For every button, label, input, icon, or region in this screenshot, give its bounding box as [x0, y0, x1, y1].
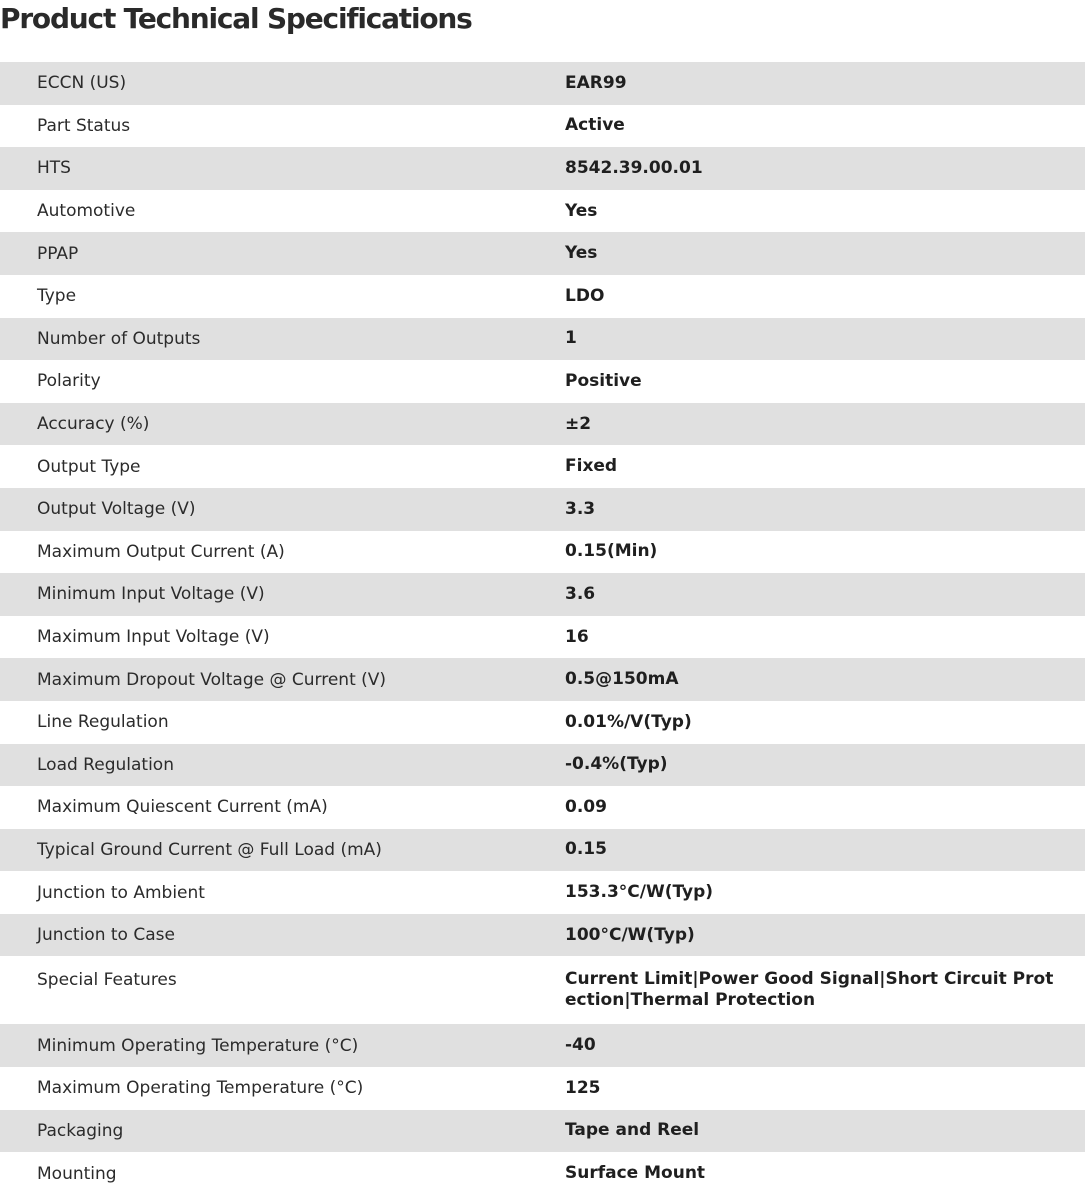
spec-label: Number of Outputs [37, 328, 201, 349]
spec-row-mounting [0, 1152, 1085, 1195]
spec-label: Junction to Ambient [37, 882, 205, 903]
spec-row-line-regulation [0, 701, 1085, 744]
spec-label: Minimum Input Voltage (V) [37, 584, 265, 605]
spec-label: PPAP [37, 243, 79, 264]
spec-value: 0.15(Min) [565, 541, 658, 562]
spec-label: Line Regulation [37, 712, 169, 733]
spec-row-automotive [0, 190, 1085, 233]
spec-label: Maximum Output Current (A) [37, 541, 285, 562]
spec-row-part-status [0, 105, 1085, 148]
spec-value: 125 [565, 1077, 601, 1098]
spec-label: Type [37, 286, 77, 307]
spec-row-junction-to-case [0, 914, 1085, 957]
spec-value: 100°C/W(Typ) [565, 924, 695, 945]
spec-label: Output Type [37, 456, 141, 477]
spec-label: Maximum Operating Temperature (°C) [37, 1078, 364, 1099]
spec-row-min-input-voltage [0, 573, 1085, 616]
spec-value: -40 [565, 1035, 596, 1056]
spec-value: Fixed [565, 456, 618, 477]
spec-row-type [0, 275, 1085, 318]
spec-row-max-input-voltage [0, 616, 1085, 659]
spec-value: Tape and Reel [565, 1120, 700, 1141]
spec-label: Typical Ground Current @ Full Load (mA) [37, 839, 382, 860]
spec-value: 3.3 [565, 498, 596, 519]
spec-value: 0.01%/V(Typ) [565, 711, 692, 732]
spec-label: HTS [37, 158, 71, 179]
spec-value: 1 [565, 328, 577, 349]
spec-row-polarity [0, 360, 1085, 403]
spec-label: Minimum Operating Temperature (°C) [37, 1035, 359, 1056]
spec-value: 0.09 [565, 796, 607, 817]
spec-label: Packaging [37, 1120, 124, 1141]
spec-row-packaging [0, 1110, 1085, 1153]
spec-value: 3.6 [565, 583, 596, 604]
spec-row-typical-ground-current [0, 829, 1085, 872]
spec-label: Mounting [37, 1163, 117, 1184]
spec-label: Polarity [37, 371, 101, 392]
spec-label: Junction to Case [37, 925, 175, 946]
spec-row-max-output-current [0, 531, 1085, 574]
spec-row-min-operating-temp [0, 1024, 1085, 1067]
spec-value: 16 [565, 626, 589, 647]
spec-value: Surface Mount [565, 1163, 706, 1184]
spec-value: -0.4%(Typ) [565, 754, 668, 775]
spec-label: Load Regulation [37, 754, 174, 775]
spec-value: Yes [565, 243, 598, 264]
spec-value: EAR99 [565, 72, 627, 93]
spec-value: ±2 [565, 413, 592, 434]
spec-label: Special Features [37, 970, 177, 991]
spec-row-max-quiescent-current [0, 786, 1085, 829]
spec-value: 8542.39.00.01 [565, 157, 703, 178]
spec-row-max-dropout-voltage [0, 658, 1085, 701]
spec-row-junction-to-ambient [0, 871, 1085, 914]
spec-row-ppap [0, 232, 1085, 275]
spec-value: 153.3°C/W(Typ) [565, 882, 714, 903]
spec-value: 0.15 [565, 839, 607, 860]
spec-value: Yes [565, 200, 598, 221]
spec-row-hts [0, 147, 1085, 190]
spec-label: Maximum Quiescent Current (mA) [37, 797, 328, 818]
spec-value: LDO [565, 285, 605, 306]
spec-value: Active [565, 115, 625, 136]
page-title: Product Technical Specifications [0, 2, 472, 35]
spec-row-output-type [0, 445, 1085, 488]
spec-label: Accuracy (%) [37, 414, 150, 435]
spec-label: Automotive [37, 201, 136, 222]
spec-table [0, 62, 1085, 1195]
spec-row-number-of-outputs [0, 318, 1085, 361]
spec-value: Current Limit|Power Good Signal|Short Circuit Protection|Thermal Protection [565, 969, 1054, 1011]
spec-row-max-operating-temp [0, 1067, 1085, 1110]
spec-row-special-features [0, 956, 1085, 1024]
spec-row-load-regulation [0, 744, 1085, 787]
spec-value: Positive [565, 370, 642, 391]
spec-value: 0.5@150mA [565, 669, 679, 690]
spec-label: Output Voltage (V) [37, 499, 196, 520]
spec-row-output-voltage [0, 488, 1085, 531]
spec-row-eccn [0, 62, 1085, 105]
spec-label: ECCN (US) [37, 73, 127, 94]
spec-label: Part Status [37, 115, 131, 136]
spec-row-accuracy [0, 403, 1085, 446]
spec-label: Maximum Dropout Voltage @ Current (V) [37, 669, 387, 690]
spec-label: Maximum Input Voltage (V) [37, 627, 270, 648]
